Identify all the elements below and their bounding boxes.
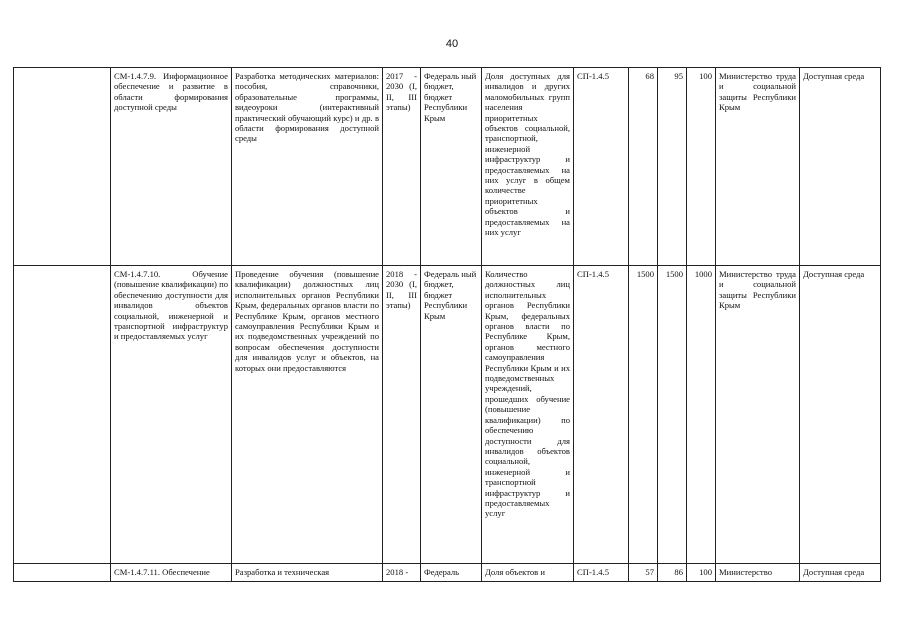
indicator-cell: Доля объектов и <box>482 564 574 582</box>
empty-cell <box>14 68 111 266</box>
funding-source-cell: Федераль ный бюджет, бюджет Республики Крым <box>421 68 482 266</box>
measures-table <box>13 67 881 582</box>
empty-cell <box>14 266 111 564</box>
value-1-cell: 1500 <box>629 266 658 564</box>
period-cell: 2017 - 2030 (I, II, III этапы) <box>383 68 421 266</box>
value-3-cell: 100 <box>687 564 716 582</box>
value-2-cell: 1500 <box>658 266 687 564</box>
activity-cell: Проведение обучения (повышение квалификации) должностных лиц исполнительных органов Республики Крым, федеральных органов власти по Республике Крым, органов местного самоуправления Республики Крым и их подведомственных учреждений по вопросам обеспечения доступности для инвалидов услуг и объектов, на которых они предоставляются <box>232 266 383 564</box>
table-row <box>14 266 881 564</box>
page-number: 40 <box>445 38 459 50</box>
indicator-ref-cell: СП-1.4.5 <box>574 68 629 266</box>
funding-source-cell: Федераль ный бюджет, бюджет Республики Крым <box>421 266 482 564</box>
empty-cell <box>14 564 111 582</box>
measure-code-cell: СМ-1.4.7.11. Обеспечение <box>111 564 232 582</box>
table-row <box>14 564 881 582</box>
program-cell: Доступная среда <box>800 68 881 266</box>
indicator-cell: Доля доступных для инвалидов и других маломобильных групп населения приоритетных объектов социальной, транспортной, инженерной инфраструктур и предоставляемых на них услуг в общем количестве приоритетных объектов и предоставляемых на них услуг <box>482 68 574 266</box>
executor-cell: Министерство труда и социальной защиты Республики Крым <box>716 68 800 266</box>
value-3-cell: 1000 <box>687 266 716 564</box>
indicator-ref-cell: СП-1.4.5 <box>574 266 629 564</box>
value-1-cell: 68 <box>629 68 658 266</box>
indicator-cell: Количество должностных лиц исполнительных органов Республики Крым, федеральных органов власти по Республике Крым, органов местного самоуправления Республики Крым и их подведомственных учреждений, прошедших обучение (повышение квалификации) по обеспечению доступности для инвалидов объектов социальной, инженерной и транспортной инфраструктур и предоставляемых услуг <box>482 266 574 564</box>
value-1-cell: 57 <box>629 564 658 582</box>
value-2-cell: 95 <box>658 68 687 266</box>
activity-cell: Разработка методических материалов: пособия, справочники, образовательные программы, видеоуроки (интерактивный практический обучающий курс) и др. в области формирования доступной среды <box>232 68 383 266</box>
program-cell: Доступная среда <box>800 266 881 564</box>
measure-code-cell: СМ-1.4.7.10. Обучение (повышение квалификации) по обеспечению доступности для инвалидов объектов социальной, инженерной и транспортной инфраструктур и предоставляемых услуг <box>111 266 232 564</box>
executor-cell: Министерство труда и социальной защиты Республики Крым <box>716 266 800 564</box>
table-row <box>14 68 881 266</box>
value-2-cell: 86 <box>658 564 687 582</box>
period-cell: 2018 - 2030 (I, II, III этапы) <box>383 266 421 564</box>
measure-code-cell: СМ-1.4.7.9. Информационное обеспечение и развитие в области формирования доступной среды <box>111 68 232 266</box>
activity-cell: Разработка и техническая <box>232 564 383 582</box>
funding-source-cell: Федераль <box>421 564 482 582</box>
program-cell: Доступная среда <box>800 564 881 582</box>
indicator-ref-cell: СП-1.4.5 <box>574 564 629 582</box>
period-cell: 2018 - <box>383 564 421 582</box>
value-3-cell: 100 <box>687 68 716 266</box>
executor-cell: Министерство <box>716 564 800 582</box>
